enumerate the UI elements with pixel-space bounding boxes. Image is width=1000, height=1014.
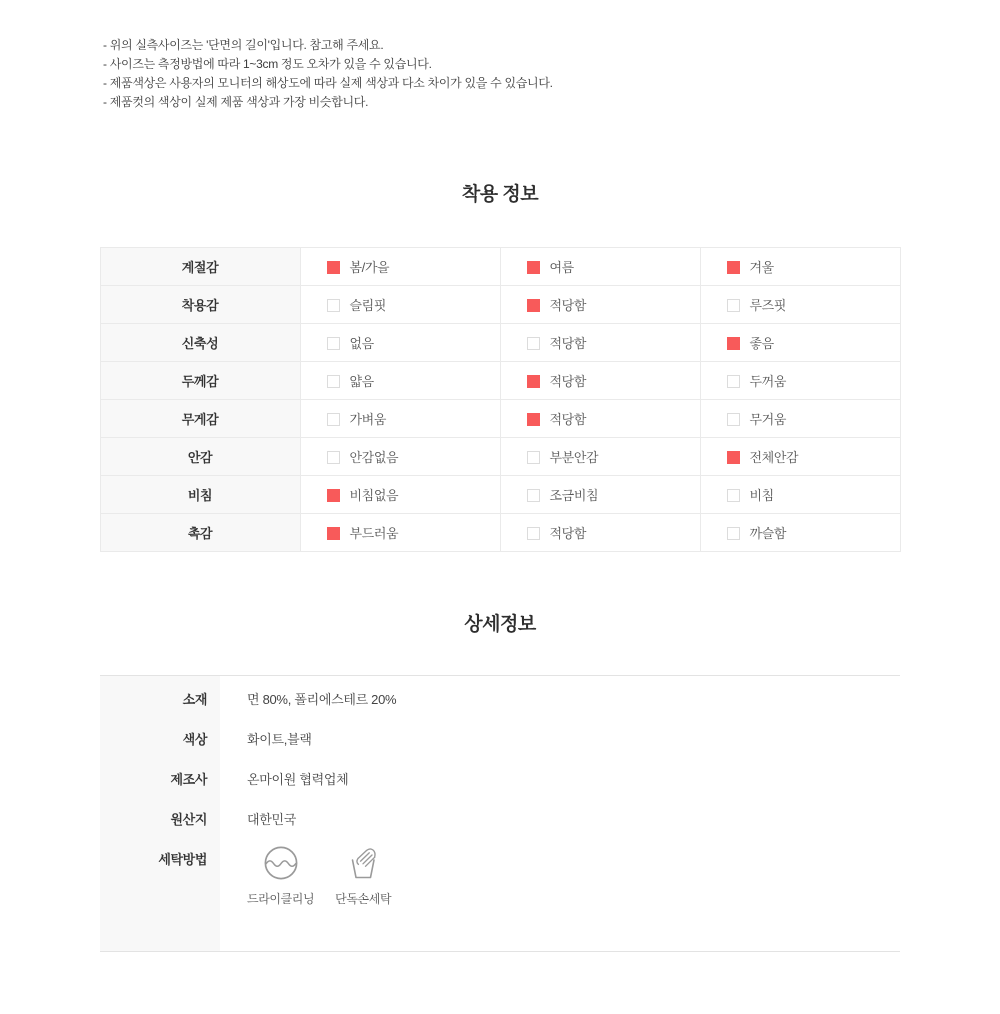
- details-rows: [100, 676, 900, 836]
- option-label: 전체안감: [749, 450, 799, 465]
- detail-row-value: 온마이원 협력업체: [247, 772, 349, 787]
- option-checkbox-icon: [527, 337, 540, 350]
- option-label: 슬림핏: [349, 298, 386, 313]
- wear-info-row: [100, 362, 900, 400]
- wash-methods: [220, 836, 900, 907]
- option-checkbox-icon: [527, 527, 540, 540]
- detail-row-label: 색상: [100, 716, 220, 756]
- option-label: 적당함: [549, 374, 586, 389]
- wear-option-cell: [300, 400, 500, 438]
- wear-row-label: 촉감: [100, 514, 300, 552]
- option-checkbox-icon: [727, 375, 740, 388]
- wear-option-cell: [500, 362, 700, 400]
- wear-info-row: [100, 324, 900, 362]
- option-checkbox-icon: [727, 489, 740, 502]
- wash-method-label: 단독손세탁: [335, 892, 392, 906]
- wear-row-label: 계절감: [100, 248, 300, 286]
- detail-row-value: [220, 836, 900, 951]
- wear-info-table: [100, 247, 901, 552]
- detail-row-label: 제조사: [100, 756, 220, 796]
- option-label: 안감없음: [349, 450, 399, 465]
- details-table: [100, 675, 900, 952]
- detail-row: [100, 796, 900, 836]
- wear-option-cell: [700, 476, 900, 514]
- wear-option-cell: [300, 476, 500, 514]
- option-checkbox-icon: [727, 527, 740, 540]
- wear-row-label: 안감: [100, 438, 300, 476]
- detail-row: [100, 676, 900, 716]
- option-label: 비침: [749, 488, 774, 503]
- wear-option-cell: [300, 362, 500, 400]
- option-label: 적당함: [549, 526, 586, 541]
- option-checkbox-icon: [327, 413, 340, 426]
- wear-option-cell: [700, 286, 900, 324]
- option-label: 루즈핏: [749, 298, 786, 313]
- wear-info-row: [100, 476, 900, 514]
- wear-info-row: [100, 248, 900, 286]
- detail-row-label: 세탁방법: [100, 836, 220, 951]
- size-notes: [103, 36, 1000, 112]
- wear-row-label: 착용감: [100, 286, 300, 324]
- option-label: 없음: [349, 336, 374, 351]
- wear-option-cell: [500, 514, 700, 552]
- wear-option-cell: [500, 476, 700, 514]
- note-line: - 사이즈는 측정방법에 따라 1~3cm 정도 오차가 있을 수 있습니다.: [103, 57, 432, 71]
- wear-option-cell: [500, 438, 700, 476]
- option-checkbox-icon: [527, 375, 540, 388]
- option-checkbox-icon: [527, 489, 540, 502]
- wear-option-cell: [700, 362, 900, 400]
- detail-row-label: 원산지: [100, 796, 220, 836]
- wear-option-cell: [300, 324, 500, 362]
- wear-option-cell: [500, 248, 700, 286]
- option-checkbox-icon: [727, 299, 740, 312]
- note-line: - 제품색상은 사용자의 모니터의 해상도에 따라 실제 색상과 다소 차이가 있을 수 있습니다.: [103, 76, 553, 90]
- wear-info-row: [100, 400, 900, 438]
- wash-method-dry-clean: [247, 845, 314, 907]
- wear-option-cell: [700, 514, 900, 552]
- option-label: 조금비침: [549, 488, 599, 503]
- wear-info-table-body: [100, 248, 900, 552]
- wash-method-hand-wash: [330, 845, 396, 907]
- option-checkbox-icon: [527, 451, 540, 464]
- dry-clean-icon: [263, 845, 299, 881]
- option-checkbox-icon: [327, 451, 340, 464]
- option-checkbox-icon: [527, 413, 540, 426]
- option-checkbox-icon: [727, 451, 740, 464]
- note-line: - 제품컷의 색상이 실제 제품 색상과 가장 비슷합니다.: [103, 95, 369, 109]
- option-label: 적당함: [549, 298, 586, 313]
- details-title: 상세정보: [464, 614, 536, 635]
- detail-row: [100, 716, 900, 756]
- option-label: 무거움: [749, 412, 786, 427]
- wear-option-cell: [700, 400, 900, 438]
- detail-row-value: 화이트,블랙: [247, 732, 312, 747]
- option-checkbox-icon: [327, 527, 340, 540]
- option-checkbox-icon: [727, 413, 740, 426]
- detail-row: [100, 756, 900, 796]
- option-checkbox-icon: [527, 261, 540, 274]
- option-checkbox-icon: [727, 337, 740, 350]
- option-label: 적당함: [549, 412, 586, 427]
- detail-row-value: 면 80%, 폴리에스테르 20%: [247, 692, 397, 707]
- wear-option-cell: [300, 248, 500, 286]
- option-label: 두꺼움: [749, 374, 786, 389]
- option-label: 겨울: [749, 260, 774, 275]
- wear-option-cell: [300, 438, 500, 476]
- option-label: 여름: [549, 260, 574, 275]
- wear-info-title: 착용 정보: [461, 184, 539, 205]
- option-label: 봄/가을: [349, 260, 390, 275]
- wear-row-label: 두께감: [100, 362, 300, 400]
- option-checkbox-icon: [327, 337, 340, 350]
- option-label: 비침없음: [349, 488, 399, 503]
- wear-row-label: 무게감: [100, 400, 300, 438]
- option-label: 부드러움: [349, 526, 399, 541]
- option-label: 가벼움: [349, 412, 386, 427]
- option-checkbox-icon: [527, 299, 540, 312]
- wear-info-row: [100, 438, 900, 476]
- option-checkbox-icon: [727, 261, 740, 274]
- detail-row-value: 대한민국: [247, 812, 297, 827]
- wear-info-row: [100, 286, 900, 324]
- wear-row-label: 신축성: [100, 324, 300, 362]
- option-checkbox-icon: [327, 299, 340, 312]
- wear-option-cell: [700, 324, 900, 362]
- option-label: 좋음: [749, 336, 774, 351]
- option-label: 까슬함: [749, 526, 786, 541]
- option-label: 부분안감: [549, 450, 599, 465]
- wear-info-row: [100, 514, 900, 552]
- option-checkbox-icon: [327, 261, 340, 274]
- wear-option-cell: [700, 438, 900, 476]
- hand-wash-icon: [345, 845, 381, 881]
- wear-option-cell: [500, 400, 700, 438]
- detail-row-label: 소재: [100, 676, 220, 716]
- note-line: - 위의 실측사이즈는 '단면의 길이'입니다. 참고해 주세요.: [103, 38, 384, 52]
- option-label: 얇음: [349, 374, 374, 389]
- option-checkbox-icon: [327, 489, 340, 502]
- option-label: 적당함: [549, 336, 586, 351]
- wear-option-cell: [300, 514, 500, 552]
- option-checkbox-icon: [327, 375, 340, 388]
- wash-method-label: 드라이클리닝: [247, 892, 315, 906]
- wear-option-cell: [300, 286, 500, 324]
- wear-row-label: 비침: [100, 476, 300, 514]
- wear-option-cell: [700, 248, 900, 286]
- wear-option-cell: [500, 286, 700, 324]
- detail-row-wash-method: [100, 836, 900, 951]
- wear-option-cell: [500, 324, 700, 362]
